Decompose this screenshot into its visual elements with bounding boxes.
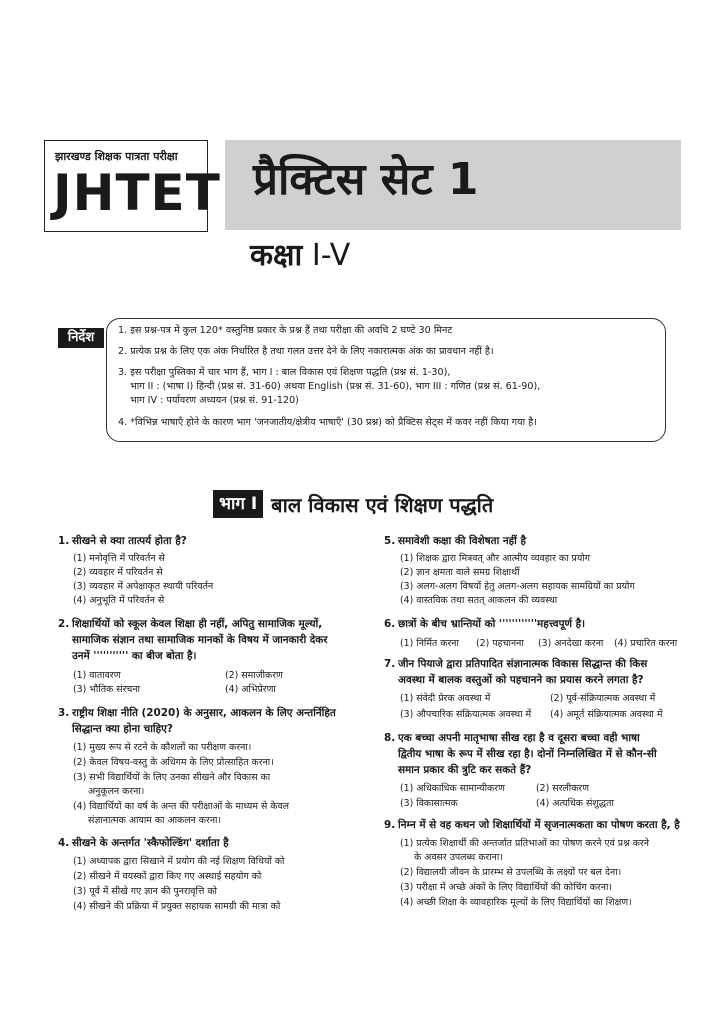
instruction-line: 3. इस परीक्षा पुस्तिका में चार भाग हैं, भाग I : बाल विकास एवं शिक्षण पद्धति (प्रश्न सं. 1-30), — [118, 367, 451, 378]
exam-name-hindi: झारखण्ड शिक्षक पात्रता परीक्षा — [55, 150, 178, 163]
question-2: 2. शिक्षार्थियों को स्कूल केवल शिक्षा ही नहीं, अपितु सामाजिक मूल्यों, — [58, 618, 323, 630]
option: (2) केवल विषय-वस्तु के अधिगम के लिए प्रोत्साहित करना। — [73, 757, 274, 768]
option: (1) अधिकाधिक सामान्यीकरण — [400, 783, 505, 794]
section-title: बाल विकास एवं शिक्षण पद्धति — [271, 492, 494, 517]
instruction-line: 4. *विभिन्न भाषाएँ होने के कारण भाग 'जनजातीय/क्षेत्रीय भाषाएँ' (30 प्रश्न) को प्रैक्टिस सेट्स में कवर नहीं किया गया है। — [118, 417, 537, 428]
question-5: 5. समावेशी कक्षा की विशेषता नहीं है — [384, 535, 526, 547]
section-heading — [213, 490, 493, 518]
option: (2) विद्यालयी जीवन के प्रारम्भ से उपलब्धि के लक्ष्यों पर बल देना। — [400, 867, 622, 878]
instruction-line: भाग IV : पर्यावरण अध्ययन (प्रश्न सं. 91-120) — [130, 395, 299, 406]
option: (4) अभिप्रेरणा — [225, 684, 276, 695]
question-8: 8. एक बच्चा अपनी मातृभाषा सीख रहा है व दूसरा बच्चा वही भाषा — [384, 732, 640, 744]
option: (3) अलग-अलग विषयों हेतु अलग-अलग सहायक सामग्रियों का प्रयोग — [400, 581, 635, 592]
question-9: 9. निम्न में से वह कथन जो शिक्षार्थियों में सृजनात्मकता का पोषण करता है, है — [384, 819, 680, 831]
option: (1) वातावरण — [73, 670, 121, 681]
question-8-line: समान प्रकार की त्रुटि कर सकते हैं? — [398, 764, 532, 776]
option: संज्ञानात्मक आयाम का आकलन करना। — [88, 815, 222, 826]
option: (1) निर्मित करना — [400, 638, 459, 649]
option: (2) ज्ञान क्षमता वाले समग्र शिक्षार्थी — [400, 567, 520, 578]
class-subtitle — [250, 236, 350, 276]
option: (1) शिक्षक द्वारा मित्रवत् और आत्मीय व्यवहार का प्रयोग — [400, 553, 591, 564]
option: (2) पहचानना — [476, 638, 524, 649]
option: (3) औपचारिक संक्रियात्मक अवस्था में — [400, 709, 532, 720]
option: (3) पूर्व में सीखे गए ज्ञान की पुनरावृत्ति को — [73, 886, 217, 897]
option: के अवसर उपलब्ध कराना। — [414, 852, 503, 863]
instruction-line: भाग II : (भाषा I) हिन्दी (प्रश्न सं. 31-60) अथवा English (प्रश्न सं. 31-60), भाग III : गणित (प्रश्न सं. 61-90), — [130, 381, 541, 392]
exam-logo-box — [44, 140, 221, 232]
option: (4) वास्तविक तथा सतत् आकलन की व्यवस्था — [400, 595, 558, 606]
question-4: 4. सीखने के अन्तर्गत 'स्कैफोल्डिंग' दर्शाता है — [58, 837, 229, 849]
option: (1) संवेदी प्रेरक अवस्था में — [400, 693, 491, 704]
page-title: प्रैक्टिस सेट 1 — [253, 154, 479, 205]
option: (4) सीखने की प्रक्रिया में प्रयुक्त सहायक सामग्री की मात्रा को — [73, 901, 281, 912]
option: (1) मनोवृत्ति में परिवर्तन से — [73, 553, 165, 564]
option: (4) विद्यार्थियों का वर्ष के अन्त की परीक्षाओं के माध्यम से केवल — [73, 801, 290, 812]
option: अनुकूलन करना। — [88, 786, 145, 797]
instruction-line: 2. प्रत्येक प्रश्न के लिए एक अंक निर्धारित है तथा गलत उत्तर देने के लिए नकारात्मक अंक का प्रावधान नहीं है। — [118, 346, 494, 357]
option: (4) अमूर्त संक्रियात्मक अवस्था में — [550, 709, 663, 720]
option: (4) अनुभूति में परिवर्तन से — [73, 595, 165, 606]
question-7: 7. जीन पियाजे द्वारा प्रतिपादित संज्ञानात्मक विकास सिद्धान्त की किस — [384, 658, 648, 670]
option: (2) समाजीकरण — [225, 670, 283, 681]
question-2-line: उनमें ''''''''''' का बीज बोता है। — [72, 650, 197, 662]
option: (4) प्रचारित करना — [614, 638, 678, 649]
option: (3) व्यवहार में अपेक्षाकृत स्थायी परिवर्तन — [73, 581, 214, 592]
class-range: I-V — [311, 238, 351, 273]
option: (3) सभी विद्यार्थियों के लिए उनका सीखने और विकास का — [73, 772, 271, 783]
option: (3) परीक्षा में अच्छे अंकों के लिए विद्यार्थियों की कोचिंग करना। — [400, 882, 612, 893]
option: (3) विकासात्मक — [400, 798, 458, 809]
option: (4) अच्छी शिक्षा के व्यावहारिक मूल्यों के लिए विद्यार्थियों का शिक्षण। — [400, 897, 632, 908]
question-1: 1. सीखने से क्या तात्पर्य होता है? — [58, 535, 187, 547]
question-7-line: अवस्था में बालक वस्तुओं को पहचानने का प्रयास करने लगता है? — [398, 674, 644, 686]
option: (1) अध्यापक द्वारा सिखाने में प्रयोग की नई शिक्षण विधियों को — [73, 856, 285, 867]
option: (3) भौतिक संरचना — [73, 684, 140, 695]
option: (2) व्यवहार में परिवर्तन से — [73, 567, 163, 578]
question-2-line: सामाजिक संज्ञान तथा सामाजिक मानकों के विषय में जानकारी देकर — [72, 634, 328, 646]
instructions-tag: निर्देश — [58, 328, 104, 348]
option: (1) प्रत्येक शिक्षार्थी की अन्तर्जात प्रतिभाओं का पोषण करने एवं प्रश्न करने — [400, 838, 649, 849]
option: (3) अनदेखा करना — [538, 638, 604, 649]
question-6: 6. छात्रों के बीच भ्रान्तियों को ''''''''''''महत्त्वपूर्ण है। — [384, 618, 586, 630]
option: (2) सरलीकरण — [536, 783, 590, 794]
option: (2) सीखने में वयस्कों द्वारा किए गए अस्थाई सहयोग को — [73, 871, 262, 882]
instruction-line: 1. इस प्रश्न-पत्र में कुल 120* वस्तुनिष्ठ प्रकार के प्रश्न हैं तथा परीक्षा की अवधि 2 घण्टे 30 मिनट — [118, 325, 453, 336]
question-3: 3. राष्ट्रीय शिक्षा नीति (2020) के अनुसार, आकलन के लिए अन्तर्निहित — [58, 707, 336, 719]
section-tag: भाग I — [213, 490, 263, 518]
question-8-line: द्वितीय भाषा के रूप में सीख रहा है। दोनों निम्नलिखित में से कौन-सी — [398, 748, 657, 760]
option: (2) पूर्व-संक्रियात्मक अवस्था में — [550, 693, 656, 704]
question-3-line: सिद्धान्त क्या होना चाहिए? — [72, 723, 173, 735]
option: (1) मुख्य रूप से रटने के कौशलों का परीक्षण करना। — [73, 742, 252, 753]
exam-logo-text: JHTET — [53, 164, 221, 222]
class-label: कक्षा — [250, 238, 303, 273]
option: (4) अत्यधिक संशुद्धता — [536, 798, 614, 809]
